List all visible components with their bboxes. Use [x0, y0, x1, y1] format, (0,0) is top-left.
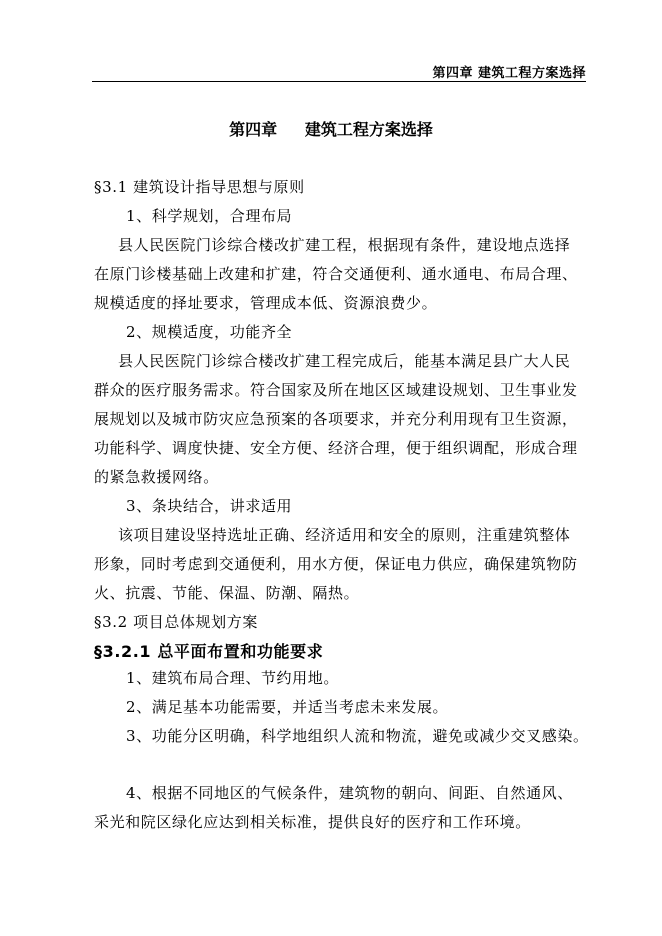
chapter-title: 第四章 建筑工程方案选择: [229, 120, 433, 139]
paragraph-line: 展规划以及城市防灾应急预案的各项要求，并充分利用现有卫生资源，: [94, 410, 578, 428]
subheading-2: 2、规模适度，功能齐全: [126, 323, 293, 341]
paragraph-line: 该项目建设坚持选址正确、经济适用和安全的原则，注重建筑整体: [118, 526, 571, 544]
subheading-1: 1、科学规划，合理布局: [126, 207, 293, 225]
paragraph-line: 群众的医疗服务需求。符合国家及所在地区区域建设规划、卫生事业发: [94, 381, 578, 399]
header-rule: [92, 81, 586, 82]
section-heading-3-2-1: §3.2.1 总平面布置和功能要求: [94, 642, 324, 661]
section-heading-3-2: §3.2 项目总体规划方案: [94, 613, 258, 631]
running-header: 第四章 建筑工程方案选择: [432, 66, 586, 81]
paragraph-line: 在原门诊楼基础上改建和扩建，符合交通便利、通水通电、布局合理、: [94, 265, 578, 283]
list-item-3: 3、功能分区明确，科学地组织人流和物流，避免或减少交叉感染。: [126, 727, 589, 745]
paragraph-line: 形象，同时考虑到交通便利，用水方便，保证电力供应，确保建筑物防: [94, 555, 578, 573]
paragraph-line: 县人民医院门诊综合楼改扩建工程，根据现有条件，建设地点选择: [118, 236, 571, 254]
paragraph-line: 县人民医院门诊综合楼改扩建工程完成后，能基本满足县广大人民: [118, 352, 571, 370]
paragraph-line: 采光和院区绿化应达到相关标准，提供良好的医疗和工作环境。: [94, 813, 531, 831]
list-item-1: 1、建筑布局合理、节约用地。: [126, 669, 339, 687]
paragraph-line: 的紧急救援网络。: [94, 468, 219, 486]
list-item-4: 4、根据不同地区的气候条件，建筑物的朝向、间距、自然通风、: [126, 784, 573, 802]
list-item-2: 2、满足基本功能需要，并适当考虑未来发展。: [126, 698, 449, 716]
subheading-3: 3、条块结合，讲求适用: [126, 497, 293, 515]
paragraph-line: 功能科学、调度快捷、安全方便、经济合理，便于组织调配，形成合理: [94, 439, 578, 457]
paragraph-line: 规模适度的择址要求，管理成本低、资源浪费少。: [94, 294, 438, 312]
paragraph-line: 火、抗震、节能、保温、防潮、隔热。: [94, 584, 360, 602]
section-heading-3-1: §3.1 建筑设计指导思想与原则: [94, 178, 305, 196]
